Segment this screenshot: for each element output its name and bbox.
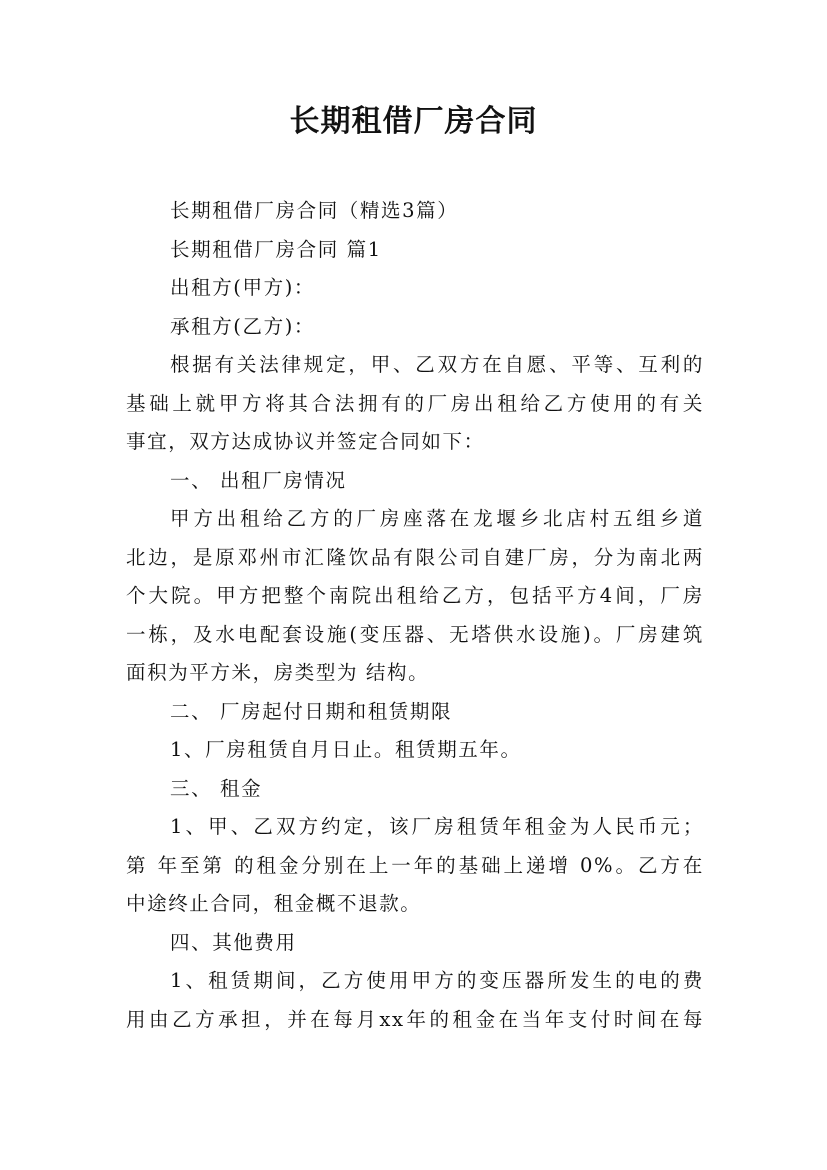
text-line-7: 事宜，双方达成协议并签定合同如下： [126,430,485,453]
section-heading-1: 一、 出租厂房情况 [170,468,347,492]
text-line-22: 用由乙方承担，并在每月xx年的租金在当年支付时间在每 [126,1007,704,1031]
document-body [126,192,704,1039]
text-line-11: 个大院。甲方把整个南院出租给乙方，包括平方4间，厂房 [126,584,704,607]
document-title: 长期租借厂房合同 [289,104,538,139]
section-heading-3: 三、 租金 [170,776,263,800]
section-heading-2: 二、 厂房起付日期和租赁期限 [170,699,453,723]
text-line-15: 1、厂房租赁自月日止。租赁期五年。 [170,738,522,761]
text-line-13: 面积为平方米，房类型为 结构。 [126,661,430,684]
text-line-10: 北边，是原邓州市汇隆饮品有限公司自建厂房，分为南北两 [126,545,704,569]
text-line-21: 1、租赁期间，乙方使用甲方的变压器所发生的电的费 [170,969,704,992]
text-line-18: 第 年至第 的租金分别在上一年的基础上递增 0%。乙方在 [126,853,704,877]
text-line-1: 长期租借厂房合同（精选3篇） [170,199,459,222]
text-line-19: 中途终止合同，租金概不退款。 [126,892,422,915]
text-line-12: 一栋，及水电配套设施(变压器、无塔供水设施)。厂房建筑 [126,622,704,646]
text-line-6: 基础上就甲方将其合法拥有的厂房出租给乙方使用的有关 [126,391,704,415]
text-line-9: 甲方出租给乙方的厂房座落在龙堰乡北店村五组乡道 [170,507,704,530]
text-line-3: 出租方(甲方)： [170,276,316,299]
section-heading-4: 四、其他费用 [170,930,297,954]
text-line-17: 1、甲、乙双方约定，该厂房租赁年租金为人民币元； [170,815,704,838]
text-line-4: 承租方(乙方)： [170,314,316,338]
text-line-5: 根据有关法律规定，甲、乙双方在自愿、平等、互利的 [170,353,704,376]
text-line-2: 长期租借厂房合同 篇1 [170,237,382,261]
